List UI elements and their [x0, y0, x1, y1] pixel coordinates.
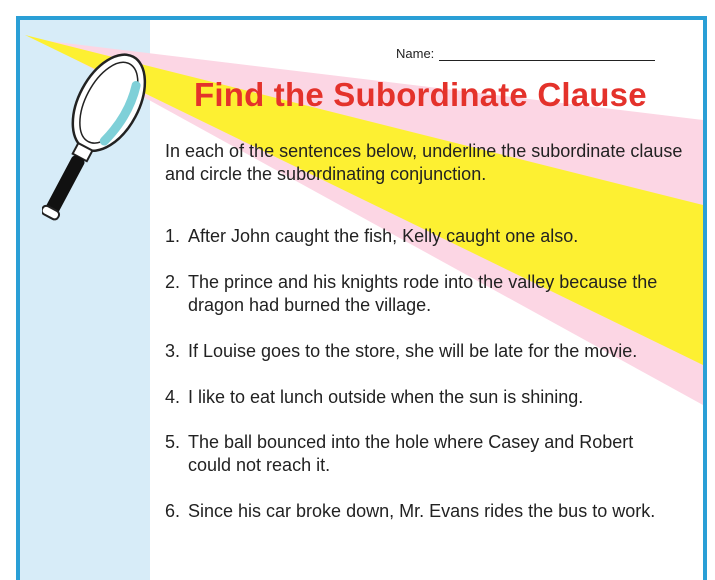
magnifying-glass-icon: [42, 30, 162, 230]
question-text: I like to eat lunch outside when the sun is shining.: [188, 387, 584, 407]
question-number: 3.: [165, 341, 181, 361]
question-item: [165, 340, 675, 363]
question-text: Since his car broke down, Mr. Evans rides the bus to work.: [188, 501, 656, 521]
question-item: [165, 271, 675, 317]
name-blank-line[interactable]: [439, 46, 655, 61]
instructions-text: In each of the sentences below, underline the subordinate clause and circle the subordinating conjunction.: [165, 141, 683, 184]
question-item: [165, 225, 675, 248]
question-item: [165, 386, 675, 409]
question-text: After John caught the fish, Kelly caught one also.: [188, 226, 579, 246]
question-number: 5.: [165, 432, 181, 452]
question-number: 2.: [165, 272, 181, 292]
question-list: [165, 225, 675, 523]
name-label: Name:: [396, 46, 435, 61]
question-text: The ball bounced into the hole where Casey and Robert could not reach it.: [188, 432, 634, 475]
question-text: The prince and his knights rode into the valley because the dragon had burned the village.: [188, 272, 658, 315]
question-text: If Louise goes to the store, she will be late for the movie.: [188, 341, 638, 361]
name-field[interactable]: [396, 46, 655, 61]
question-item: [165, 500, 675, 523]
question-number: 6.: [165, 501, 181, 521]
question-number: 1.: [165, 226, 181, 246]
worksheet-frame: [16, 16, 707, 580]
question-number: 4.: [165, 387, 181, 407]
page-title: Find the Subordinate Clause: [194, 76, 647, 113]
question-item: [165, 431, 675, 477]
